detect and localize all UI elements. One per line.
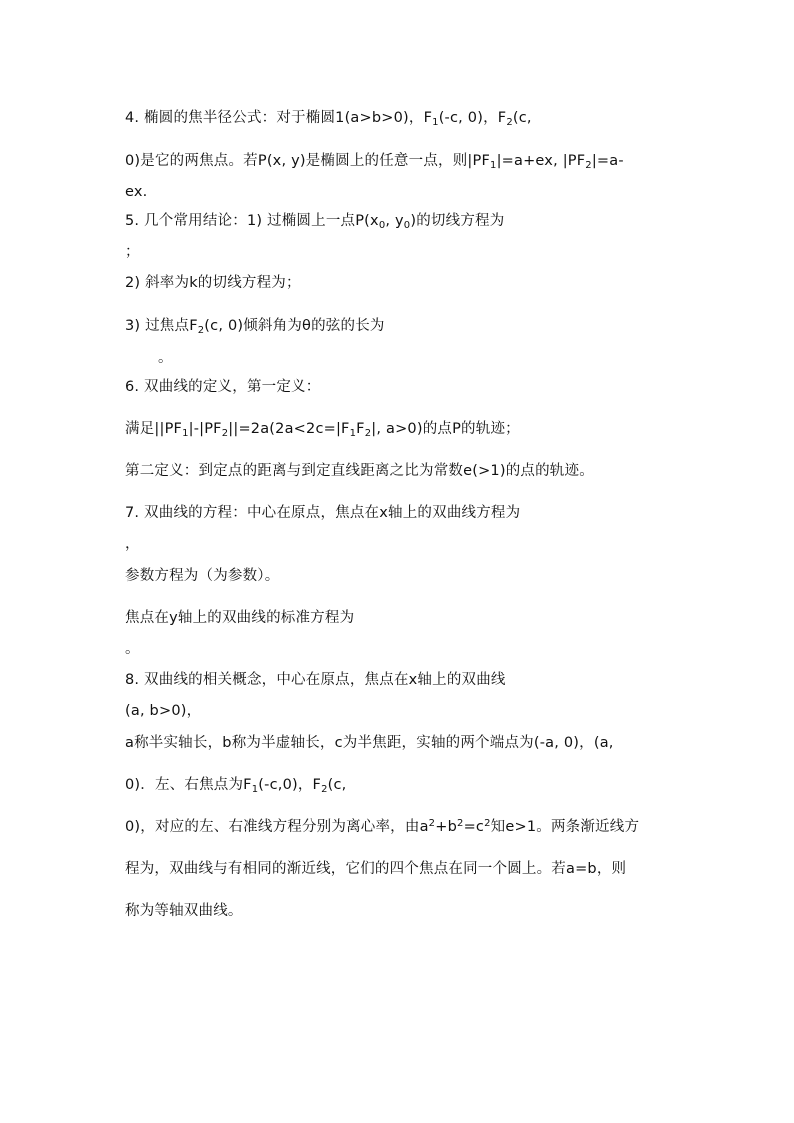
text-line-foci: 0)．左、右焦点为$F_1(-c,0)$，$F_2(c$,	[125, 777, 347, 795]
text-line-y-axis-standard: 焦点在y轴上的双曲线的标准方程为	[125, 610, 355, 626]
text-line-punctuation: 。	[158, 350, 173, 366]
text-line-punctuation: ；	[125, 244, 140, 260]
text-line-focal-chord: 3) 过焦点$F_2(c$, 0)倾斜角为θ的弦的长为	[125, 318, 385, 336]
text-line-equilateral-hyperbola: 称为等轴双曲线。	[125, 903, 243, 919]
text-line-asymptotes: 程为，双曲线与有相同的渐近线，它们的四个焦点在同一个圆上。若a=b，则	[125, 861, 627, 877]
text-line-parameter-condition: (a, b>0)，	[125, 703, 202, 719]
text-line-continuation: ex.	[125, 184, 148, 200]
text-line-directrix-eccentricity: 0)，对应的左、右准线方程分别为离心率，由$a^2+b^2=c^2$知e>1。两条渐近线方	[125, 818, 640, 835]
text-line-punctuation: ，	[125, 536, 140, 552]
text-line-first-definition: 满足$||PF_1|-|PF_2||=2a(2a<2c=|F_1F_2|$, a>0)的点P的轨迹；	[125, 421, 520, 439]
text-line-semi-axes: a称半实轴长，b称为半虚轴长，c为半焦距，实轴的两个端点为(-a, 0)，(a,	[125, 735, 614, 751]
text-line-focal-radius-heading: 4. 椭圆的焦半径公式：对于椭圆1(a>b>0)，$F_1(-c$, 0)，$F_2(c$,	[125, 110, 532, 128]
text-line-parametric-equation: 参数方程为（为参数）。	[125, 568, 280, 584]
text-line-hyperbola-equation: 7. 双曲线的方程：中心在原点，焦点在x轴上的双曲线方程为	[125, 505, 521, 521]
text-line-slope-tangent: 2) 斜率为k的切线方程为；	[125, 275, 301, 291]
text-line-related-concepts: 8. 双曲线的相关概念，中心在原点，焦点在x轴上的双曲线	[125, 672, 506, 688]
text-line-hyperbola-definition: 6. 双曲线的定义，第一定义：	[125, 379, 321, 395]
text-line-punctuation: 。	[125, 641, 140, 657]
text-line-second-definition: 第二定义：到定点的距离与到定直线距离之比为常数e(>1)的点的轨迹。	[125, 463, 594, 479]
text-line-common-conclusions: 5. 几个常用结论：1) 过椭圆上一点$P(x_0$, $y_0$)的切线方程为	[125, 213, 505, 231]
text-line-focal-radius-formula: 0)是它的两焦点。若P(x, y)是椭圆上的任意一点，则$|PF_1|=a+ex$, $|PF_2|=a-$	[125, 153, 624, 171]
